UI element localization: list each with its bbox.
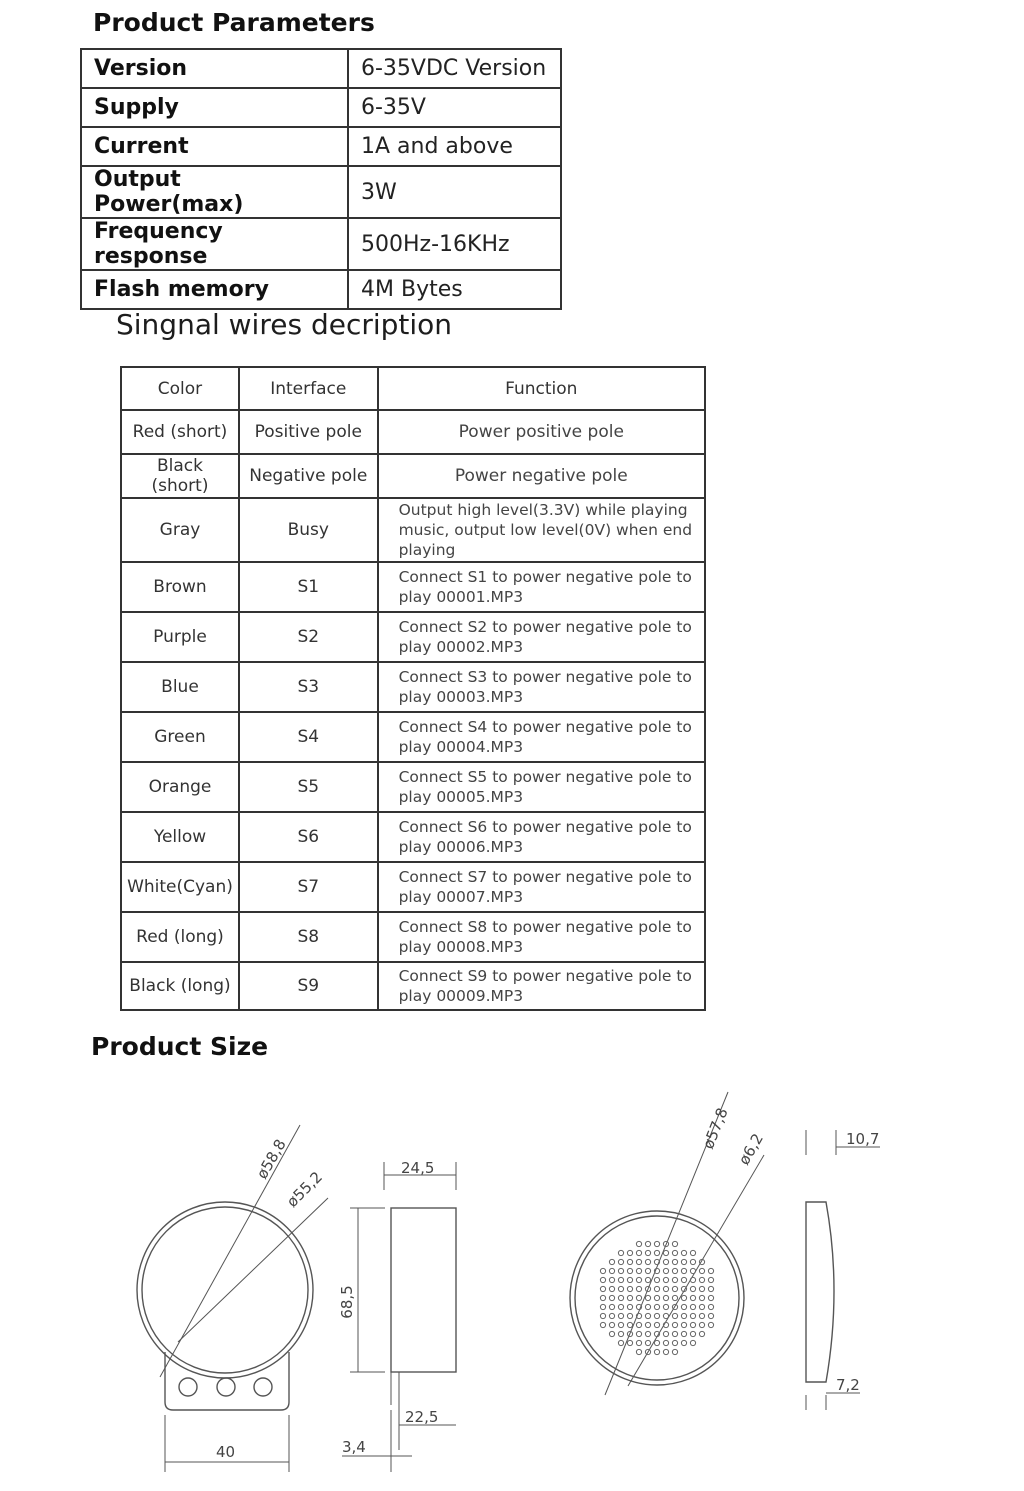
wire-function: Connect S7 to power negative pole to play 00007.MP3	[378, 862, 705, 912]
wire-interface: S6	[239, 812, 378, 862]
grille-hole	[699, 1295, 704, 1300]
dim-speaker-depth: 10,7	[846, 1130, 880, 1148]
grille-hole	[681, 1322, 686, 1327]
wire-interface: S4	[239, 712, 378, 762]
size-title: Product Size	[91, 1032, 269, 1061]
wire-color: Red (short)	[121, 410, 239, 454]
grille-hole	[663, 1340, 668, 1345]
params-title: Product Parameters	[93, 8, 375, 37]
grille-hole	[627, 1268, 632, 1273]
grille-hole	[627, 1340, 632, 1345]
grille-hole	[627, 1250, 632, 1255]
dim-pcb-thickness: 3,4	[342, 1438, 366, 1456]
grille-hole	[690, 1259, 695, 1264]
wire-color: Black (short)	[121, 454, 239, 498]
table-row	[121, 962, 705, 1010]
grille-hole	[663, 1295, 668, 1300]
wire-color: Black (long)	[121, 962, 239, 1010]
grille-hole	[645, 1241, 650, 1246]
grille-hole	[609, 1286, 614, 1291]
dim-inner-diameter: ø55,2	[283, 1167, 326, 1211]
table-row	[121, 912, 705, 962]
grille-hole	[672, 1340, 677, 1345]
wires-table	[120, 366, 706, 1011]
column-header: Color	[121, 367, 239, 410]
table-row	[121, 662, 705, 712]
param-label: Flash memory	[81, 270, 348, 309]
grille-hole	[636, 1349, 641, 1354]
grille-side-drawing	[806, 1130, 880, 1410]
grille-hole	[708, 1286, 713, 1291]
grille-hole	[708, 1268, 713, 1273]
param-label: Current	[81, 127, 348, 166]
grille-hole	[645, 1277, 650, 1282]
grille-hole	[609, 1295, 614, 1300]
grille-hole	[654, 1241, 659, 1246]
wire-color: Yellow	[121, 812, 239, 862]
column-header: Function	[378, 367, 705, 410]
grille-hole	[672, 1241, 677, 1246]
grille-hole	[699, 1322, 704, 1327]
grille-hole	[636, 1250, 641, 1255]
dim-depth: 24,5	[401, 1159, 435, 1177]
grille-hole	[654, 1250, 659, 1255]
grille-hole	[636, 1340, 641, 1345]
grille-hole	[708, 1322, 713, 1327]
dim-speaker-diameter: ø57,8	[699, 1105, 732, 1152]
param-label: Version	[81, 49, 348, 88]
grille-hole	[672, 1322, 677, 1327]
grille-hole	[636, 1241, 641, 1246]
table-row	[81, 270, 561, 309]
grille-hole	[600, 1286, 605, 1291]
grille-hole	[627, 1259, 632, 1264]
param-label: Frequency response	[81, 218, 348, 270]
grille-hole	[618, 1331, 623, 1336]
grille-hole	[636, 1277, 641, 1282]
grille-hole	[690, 1277, 695, 1282]
wire-color: Brown	[121, 562, 239, 612]
grille-hole	[618, 1304, 623, 1309]
wire-color: Blue	[121, 662, 239, 712]
dim-speaker-hole: ø6,2	[734, 1130, 767, 1168]
table-row	[81, 88, 561, 127]
grille-hole	[645, 1331, 650, 1336]
wire-color: Purple	[121, 612, 239, 662]
grille-hole	[681, 1304, 686, 1309]
grille-hole	[663, 1331, 668, 1336]
grille-hole	[645, 1322, 650, 1327]
grille-hole	[681, 1259, 686, 1264]
front-view-drawing	[137, 1125, 328, 1472]
wire-interface: S7	[239, 862, 378, 912]
param-label: Output Power(max)	[81, 166, 348, 218]
params-table	[80, 48, 562, 310]
grille-hole	[699, 1277, 704, 1282]
table-row	[121, 862, 705, 912]
wire-function: Connect S5 to power negative pole to play 00005.MP3	[378, 762, 705, 812]
grille-hole	[609, 1331, 614, 1336]
grille-hole	[627, 1313, 632, 1318]
grille-hole	[645, 1250, 650, 1255]
grille-hole	[690, 1295, 695, 1300]
grille-hole	[690, 1331, 695, 1336]
wire-function: Connect S8 to power negative pole to play 00008.MP3	[378, 912, 705, 962]
grille-hole	[690, 1304, 695, 1309]
param-value: 4M Bytes	[348, 270, 561, 309]
grille-hole	[681, 1277, 686, 1282]
grille-hole	[672, 1349, 677, 1354]
grille-hole	[636, 1259, 641, 1264]
grille-hole	[708, 1295, 713, 1300]
grille-hole	[663, 1259, 668, 1264]
grille-hole	[690, 1340, 695, 1345]
grille-hole	[690, 1322, 695, 1327]
grille-hole	[627, 1277, 632, 1282]
wire-color: Red (long)	[121, 912, 239, 962]
wire-interface: S8	[239, 912, 378, 962]
grille-hole	[654, 1349, 659, 1354]
wire-function: Power negative pole	[378, 454, 705, 498]
grille-hole	[654, 1313, 659, 1318]
grille-hole	[663, 1277, 668, 1282]
grille-hole	[699, 1304, 704, 1309]
grille-hole	[618, 1286, 623, 1291]
wire-interface: Positive pole	[239, 410, 378, 454]
grille-hole	[690, 1268, 695, 1273]
param-value: 1A and above	[348, 127, 561, 166]
grille-hole	[672, 1250, 677, 1255]
grille-hole	[699, 1268, 704, 1273]
grille-hole	[708, 1304, 713, 1309]
grille-hole	[654, 1304, 659, 1309]
grille-hole	[699, 1331, 704, 1336]
table-row	[121, 498, 705, 562]
wire-function: Connect S9 to power negative pole to play 00009.MP3	[378, 962, 705, 1010]
table-row	[121, 562, 705, 612]
grille-hole	[618, 1259, 623, 1264]
grille-hole	[645, 1313, 650, 1318]
table-row	[121, 762, 705, 812]
wire-interface: S1	[239, 562, 378, 612]
grille-hole	[663, 1313, 668, 1318]
wire-color: Orange	[121, 762, 239, 812]
grille-hole	[618, 1322, 623, 1327]
grille-hole	[609, 1277, 614, 1282]
grille-hole	[681, 1295, 686, 1300]
grille-hole	[645, 1304, 650, 1309]
grille-hole	[672, 1259, 677, 1264]
table-header-row	[121, 367, 705, 410]
grille-hole	[672, 1268, 677, 1273]
wire-function: Connect S4 to power negative pole to play 00004.MP3	[378, 712, 705, 762]
grille-hole	[636, 1322, 641, 1327]
grille-hole	[681, 1250, 686, 1255]
wire-function: Power positive pole	[378, 410, 705, 454]
wire-function: Connect S1 to power negative pole to play 00001.MP3	[378, 562, 705, 612]
grille-hole	[699, 1286, 704, 1291]
grille-hole	[627, 1322, 632, 1327]
param-value: 3W	[348, 166, 561, 218]
grille-hole	[672, 1331, 677, 1336]
grille-hole	[663, 1304, 668, 1309]
grille-hole	[618, 1268, 623, 1273]
table-row	[81, 166, 561, 218]
table-row	[81, 49, 561, 88]
grille-hole	[627, 1304, 632, 1309]
grille-hole	[600, 1313, 605, 1318]
wire-interface: Busy	[239, 498, 378, 562]
column-header: Interface	[239, 367, 378, 410]
grille-hole	[645, 1268, 650, 1273]
wire-interface: S5	[239, 762, 378, 812]
grille-hole	[663, 1286, 668, 1291]
grille-hole	[654, 1322, 659, 1327]
param-label: Supply	[81, 88, 348, 127]
wires-title: Singnal wires decription	[116, 308, 453, 341]
grille-hole	[600, 1304, 605, 1309]
grille-hole	[654, 1295, 659, 1300]
grille-hole	[618, 1277, 623, 1282]
grille-hole	[609, 1304, 614, 1309]
grille-hole	[609, 1322, 614, 1327]
wire-interface: S2	[239, 612, 378, 662]
product-size-drawings	[0, 1080, 1024, 1490]
grille-hole	[654, 1277, 659, 1282]
grille-hole	[600, 1322, 605, 1327]
table-row	[121, 612, 705, 662]
grille-hole	[672, 1286, 677, 1291]
side-view-drawing	[342, 1162, 456, 1472]
grille-hole	[636, 1295, 641, 1300]
table-row	[121, 812, 705, 862]
grille-hole	[627, 1295, 632, 1300]
grille-hole	[654, 1340, 659, 1345]
wire-function: Connect S2 to power negative pole to play 00002.MP3	[378, 612, 705, 662]
grille-hole	[600, 1268, 605, 1273]
grille-hole	[690, 1250, 695, 1255]
grille-hole	[654, 1286, 659, 1291]
wire-color: Green	[121, 712, 239, 762]
grille-hole	[645, 1340, 650, 1345]
param-value: 6-35V	[348, 88, 561, 127]
grille-hole	[681, 1268, 686, 1273]
dim-height: 68,5	[338, 1285, 356, 1319]
grille-hole	[690, 1313, 695, 1318]
dim-width: 40	[216, 1443, 236, 1461]
grille-hole	[645, 1259, 650, 1264]
grille-hole	[663, 1268, 668, 1273]
wire-interface: Negative pole	[239, 454, 378, 498]
grille-hole	[681, 1340, 686, 1345]
wire-function: Connect S6 to power negative pole to play 00006.MP3	[378, 812, 705, 862]
grille-hole	[636, 1268, 641, 1273]
param-value: 500Hz-16KHz	[348, 218, 561, 270]
table-row	[81, 218, 561, 270]
grille-hole	[672, 1277, 677, 1282]
grille-hole	[663, 1250, 668, 1255]
grille-hole	[609, 1268, 614, 1273]
grille-hole	[672, 1313, 677, 1318]
table-row	[121, 454, 705, 498]
grille-hole	[618, 1340, 623, 1345]
wire-color: White(Cyan)	[121, 862, 239, 912]
table-row	[81, 127, 561, 166]
grille-hole	[618, 1313, 623, 1318]
wire-interface: S3	[239, 662, 378, 712]
grille-hole	[672, 1295, 677, 1300]
dim-pcb-offset: 22,5	[405, 1408, 439, 1426]
grille-hole	[609, 1259, 614, 1264]
param-value: 6-35VDC Version	[348, 49, 561, 88]
grille-hole	[627, 1286, 632, 1291]
grille-hole	[663, 1349, 668, 1354]
grille-hole	[708, 1277, 713, 1282]
dim-speaker-rim: 7,2	[836, 1376, 860, 1394]
grille-hole	[636, 1331, 641, 1336]
grille-hole	[600, 1295, 605, 1300]
grille-hole	[618, 1295, 623, 1300]
grille-hole	[699, 1313, 704, 1318]
grille-hole	[609, 1313, 614, 1318]
grille-hole	[618, 1250, 623, 1255]
wire-interface: S9	[239, 962, 378, 1010]
grille-hole	[681, 1331, 686, 1336]
wire-function: Output high level(3.3V) while playing music, output low level(0V) when end playing	[378, 498, 705, 562]
grille-hole	[690, 1286, 695, 1291]
grille-hole	[645, 1295, 650, 1300]
wire-function: Connect S3 to power negative pole to play 00003.MP3	[378, 662, 705, 712]
grille-hole	[681, 1313, 686, 1318]
table-row	[121, 410, 705, 454]
grille-hole	[600, 1277, 605, 1282]
wire-color: Gray	[121, 498, 239, 562]
dim-outer-diameter: ø58,8	[252, 1136, 290, 1182]
table-row	[121, 712, 705, 762]
grille-hole	[636, 1286, 641, 1291]
grille-hole	[708, 1313, 713, 1318]
